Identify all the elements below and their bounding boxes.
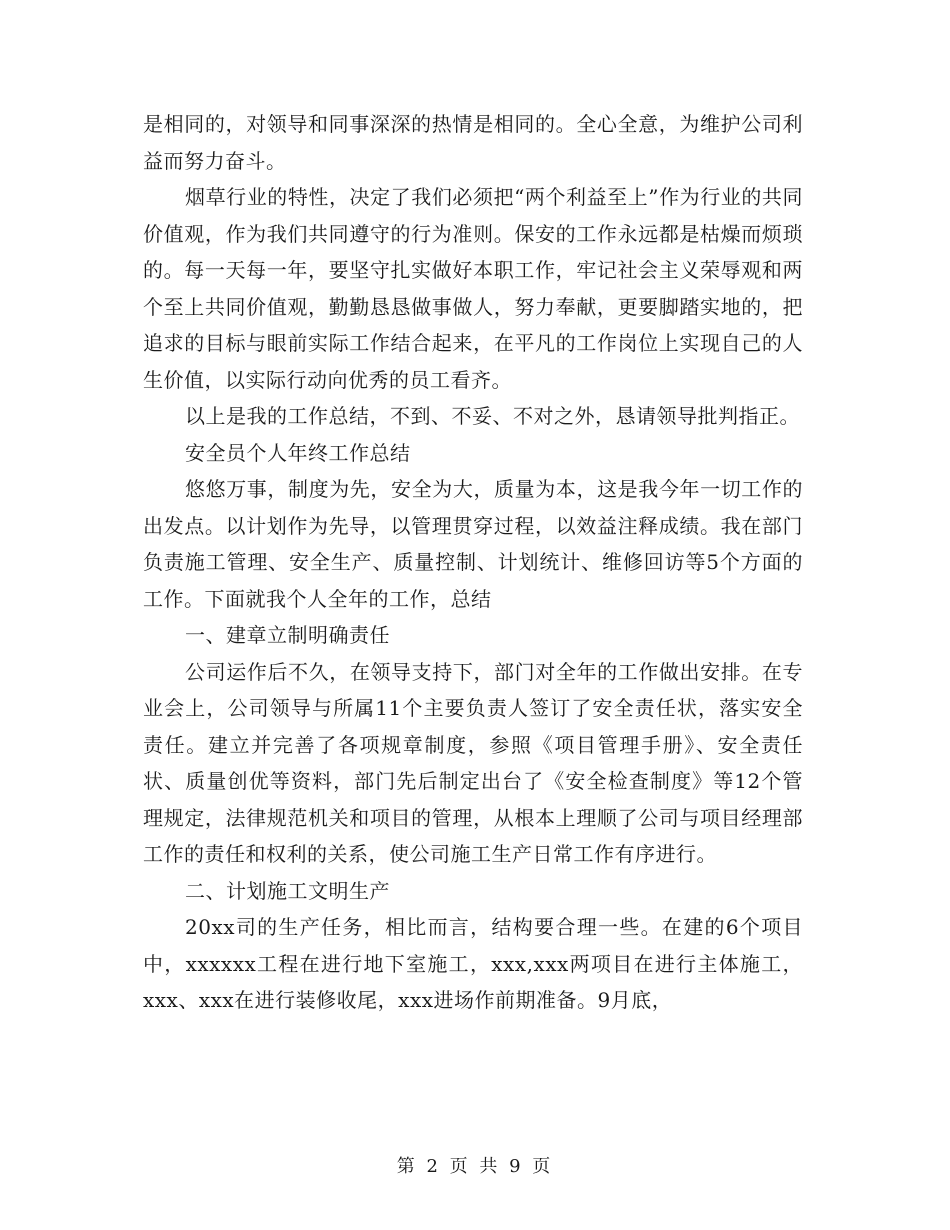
- paragraph-industry-values: 烟草行业的特性，决定了我们必须把“两个利益至上”作为行业的共同价值观，作为我们共同遵守的行为准则。保安的工作永远都是枯燥而烦琐的。每一天每一年，要坚守扎实做好本职工作，牢记社会主义荣辱观和两个至上共同价值观，勤勤恳恳做事做人，努力奉献，更要脚踏实地的，把追求的目标与眼前实际工作结合起来，在平凡的工作岗位上实现自己的人生价值，以实际行动向优秀的员工看齐。: [143, 185, 803, 392]
- paragraph-continuation: 是相同的，对领导和同事深深的热情是相同的。全心全意，为维护公司利益而努力奋斗。: [143, 112, 803, 173]
- document-body: [143, 106, 803, 1019]
- paragraph-rules: 公司运作后不久，在领导支持下，部门对全年的工作做出安排。在专业会上，公司领导与所属11个主要负责人签订了安全责任状，落实安全责任。建立并完善了各项规章制度，参照《项目管理手册》、安全责任状、质量创优等资料，部门先后制定出台了《安全检查制度》等12个管理规定，法律规范机关和项目的管理，从根本上理顺了公司与项目经理部工作的责任和权利的关系，使公司施工生产日常工作有序进行。: [143, 659, 803, 866]
- paragraph-intro: 悠悠万事，制度为先，安全为大，质量为本，这是我今年一切工作的出发点。以计划作为先导，以管理贯穿过程，以效益注释成绩。我在部门负责施工管理、安全生产、质量控制、计划统计、维修回访等5个方面的工作。下面就我个人全年的工作，总结: [143, 477, 803, 611]
- page-number-footer: 第 2 页 共 9 页: [396, 1156, 554, 1177]
- section-heading-1: 一、建章立制明确责任: [185, 623, 390, 647]
- paragraph-production: 20xx司的生产任务，相比而言，结构要合理一些。在建的6个项目中，xxxxxx工程在进行地下室施工，xxx,xxx两项目在进行主体施工，xxx、xxx在进行装修收尾，xxx进场作前期准备。9月底，: [143, 915, 803, 1012]
- paragraph-closing-remark: 以上是我的工作总结，不到、不妥、不对之外，恳请领导批判指正。: [185, 404, 800, 428]
- section-title: 安全员个人年终工作总结: [185, 440, 411, 465]
- section-heading-2: 二、计划施工文明生产: [185, 878, 390, 903]
